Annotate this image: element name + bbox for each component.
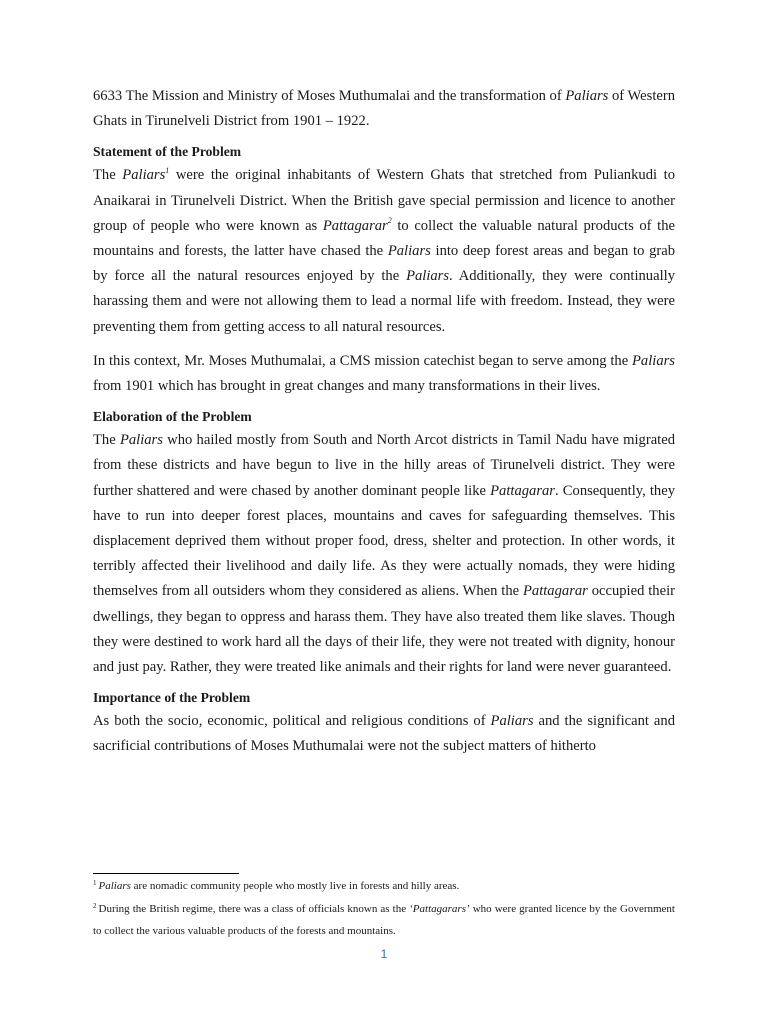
title-italic-term: Paliars [565,88,609,104]
footnote-ref[interactable]: 1 [165,165,170,175]
section-heading-importance: Importance of the Problem [93,690,251,706]
document-title [93,84,675,134]
footnote-2: $^2$ During the British regime, there was a class of officials known as the ‘Pattagarars’ who were granted licence by the Government to collect the various valuable products of the forests and mountains. [93,901,675,937]
paragraph: In this context, Mr. Moses Muthumalai, a CMS mission catechist began to serve among the Paliars from 1901 which has brought in great changes and many transformations in their lives. [93,352,675,395]
footnote-1: $^1$ Paliars are nomadic community people who mostly live in forests and hilly areas. [93,879,460,892]
footnote-ref[interactable]: 2 [387,215,392,225]
document-body [93,84,675,760]
section-heading-statement: Statement of the Problem [93,144,242,160]
paragraph: The Paliars$^1$ were the original inhabitants of Western Ghats that stretched from Puliankudi to Anaikarai in Tirunelveli District. When the British gave special permission and licence to another group of people who were known as Pattagarar$^2$ to collect the valuable natural products of the mountains and forests, the latter have chased the Paliars into deep forest areas and began to grab by force all the natural resources enjoyed by the Paliars. Additionally, they were continually harassing them and were not allowing them to lead a normal life with freedom. Instead, they were preventing them from getting access to all natural resources. [93,165,675,335]
page-number: 1 [380,947,388,961]
title-text-end: of Western Ghats in Tirunelveli District from 1901 – 1922. [93,88,676,130]
footnote-divider [93,873,239,874]
section-heading-elaboration: Elaboration of the Problem [93,409,252,425]
footnotes [93,876,675,943]
title-text: 6633 The Mission and Ministry of Moses Muthumalai and the transformation of [93,88,566,104]
paragraph: The Paliars who hailed mostly from South and North Arcot districts in Tamil Nadu have migrated from these districts and have begun to live in the hilly areas of Tirunelveli district. They were further shattered and were chased by another dominant people like Pattagarar. Consequently, they have to run into deeper forest places, mountains and caves for safeguarding themselves. This displacement deprived them without proper food, dress, shelter and protection. In other words, it terribly affected their livelihood and daily life. As they were actually nomads, they were hiding themselves from all outsiders whom they considered as aliens. When the Pattagarar occupied their dwellings, they began to oppress and harass them. They have also treated them like slaves. Though they were destined to work hard all the days of their life, they were not treated with dignity, honour and just pay. Rather, they were treated like animals and their rights for land were never guaranteed. [93,432,676,676]
paragraph: As both the socio, economic, political and religious conditions of Paliars and the significant and sacrificial contributions of Moses Muthumalai were not the subject matters of hitherto [93,713,676,755]
